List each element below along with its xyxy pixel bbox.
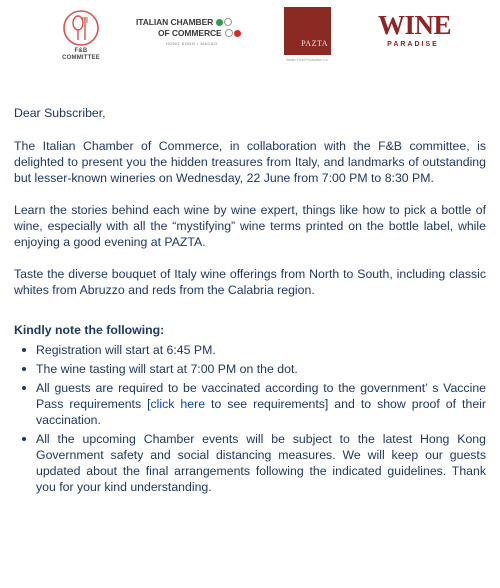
- note-tasting-start: The wine tasting will start at 7:00 PM on the dot.: [36, 361, 486, 377]
- chamber-logo-subtitle: HONG KONG • MACAO: [166, 41, 218, 46]
- italian-flag-green-dot-icon: [216, 19, 223, 26]
- pazta-logo: [284, 7, 331, 55]
- italian-flag-white-dot-icon: [224, 18, 232, 26]
- notes-heading: Kindly note the following:: [14, 323, 165, 337]
- note-registration: Registration will start at 6:45 PM.: [36, 342, 486, 358]
- wine-paradise-logo: [378, 10, 452, 60]
- note-vaccination-after: to see requirements] and to show proof of their vaccination.: [36, 397, 486, 427]
- pazta-logo-subtitle: Italian Food Production Co.: [286, 58, 329, 62]
- wine-logo-subtitle: PARADISE: [387, 41, 439, 48]
- note-vaccination: [36, 380, 486, 428]
- logo-row: [0, 6, 500, 66]
- fb-logo-line2: COMMITTEE: [62, 55, 100, 61]
- italian-flag-red-dot-icon: [234, 30, 241, 37]
- fb-logo-line1: F&B: [74, 48, 88, 54]
- vaccine-requirements-link[interactable]: click here: [150, 397, 206, 411]
- fb-committee-emblem-icon: [61, 8, 101, 48]
- chamber-logo-line2: OF COMMERCE: [158, 28, 222, 38]
- italian-flag-white-dot-icon: [225, 29, 233, 37]
- greeting: Dear Subscriber,: [14, 106, 106, 120]
- fb-committee-logo: [58, 8, 104, 66]
- letter-body: [14, 105, 486, 498]
- note-vaccination-before: All guests are required to be vaccinated according to the government’ s Vaccine Pass requirements [: [36, 381, 486, 411]
- wine-logo-word: WINE: [378, 10, 452, 40]
- stories-paragraph: Learn the stories behind each wine by wine expert, things like how to pick a bottle of wine, especially with all the “mystifying” wine terms printed on the bottle label, while enjoying a good evening at PAZTA.: [14, 203, 486, 249]
- chamber-logo-line1: ITALIAN CHAMBER: [136, 17, 214, 27]
- pazta-logo-word: PAZTA: [301, 39, 328, 48]
- notes-list: [14, 342, 486, 495]
- italian-chamber-logo: [136, 17, 246, 61]
- taste-paragraph: Taste the diverse bouquet of Italy wine offerings from North to South, including classic whites from Abruzzo and reds from the Calabria region.: [14, 267, 486, 297]
- intro-paragraph: The Italian Chamber of Commerce, in collaboration with the F&B committee, is delighted to present you the hidden treasures from Italy, and landmarks of outstanding but lesser-known wineries on Wednesday, 22 June from 7:00 PM to 8:30 PM.: [14, 139, 486, 185]
- note-safety-measures: All the upcoming Chamber events will be subject to the latest Hong Kong Government safety and social distancing measures. We will keep our guests updated about the final arrangements following the indicated guidelines. Thank you for your kind understanding.: [36, 432, 486, 494]
